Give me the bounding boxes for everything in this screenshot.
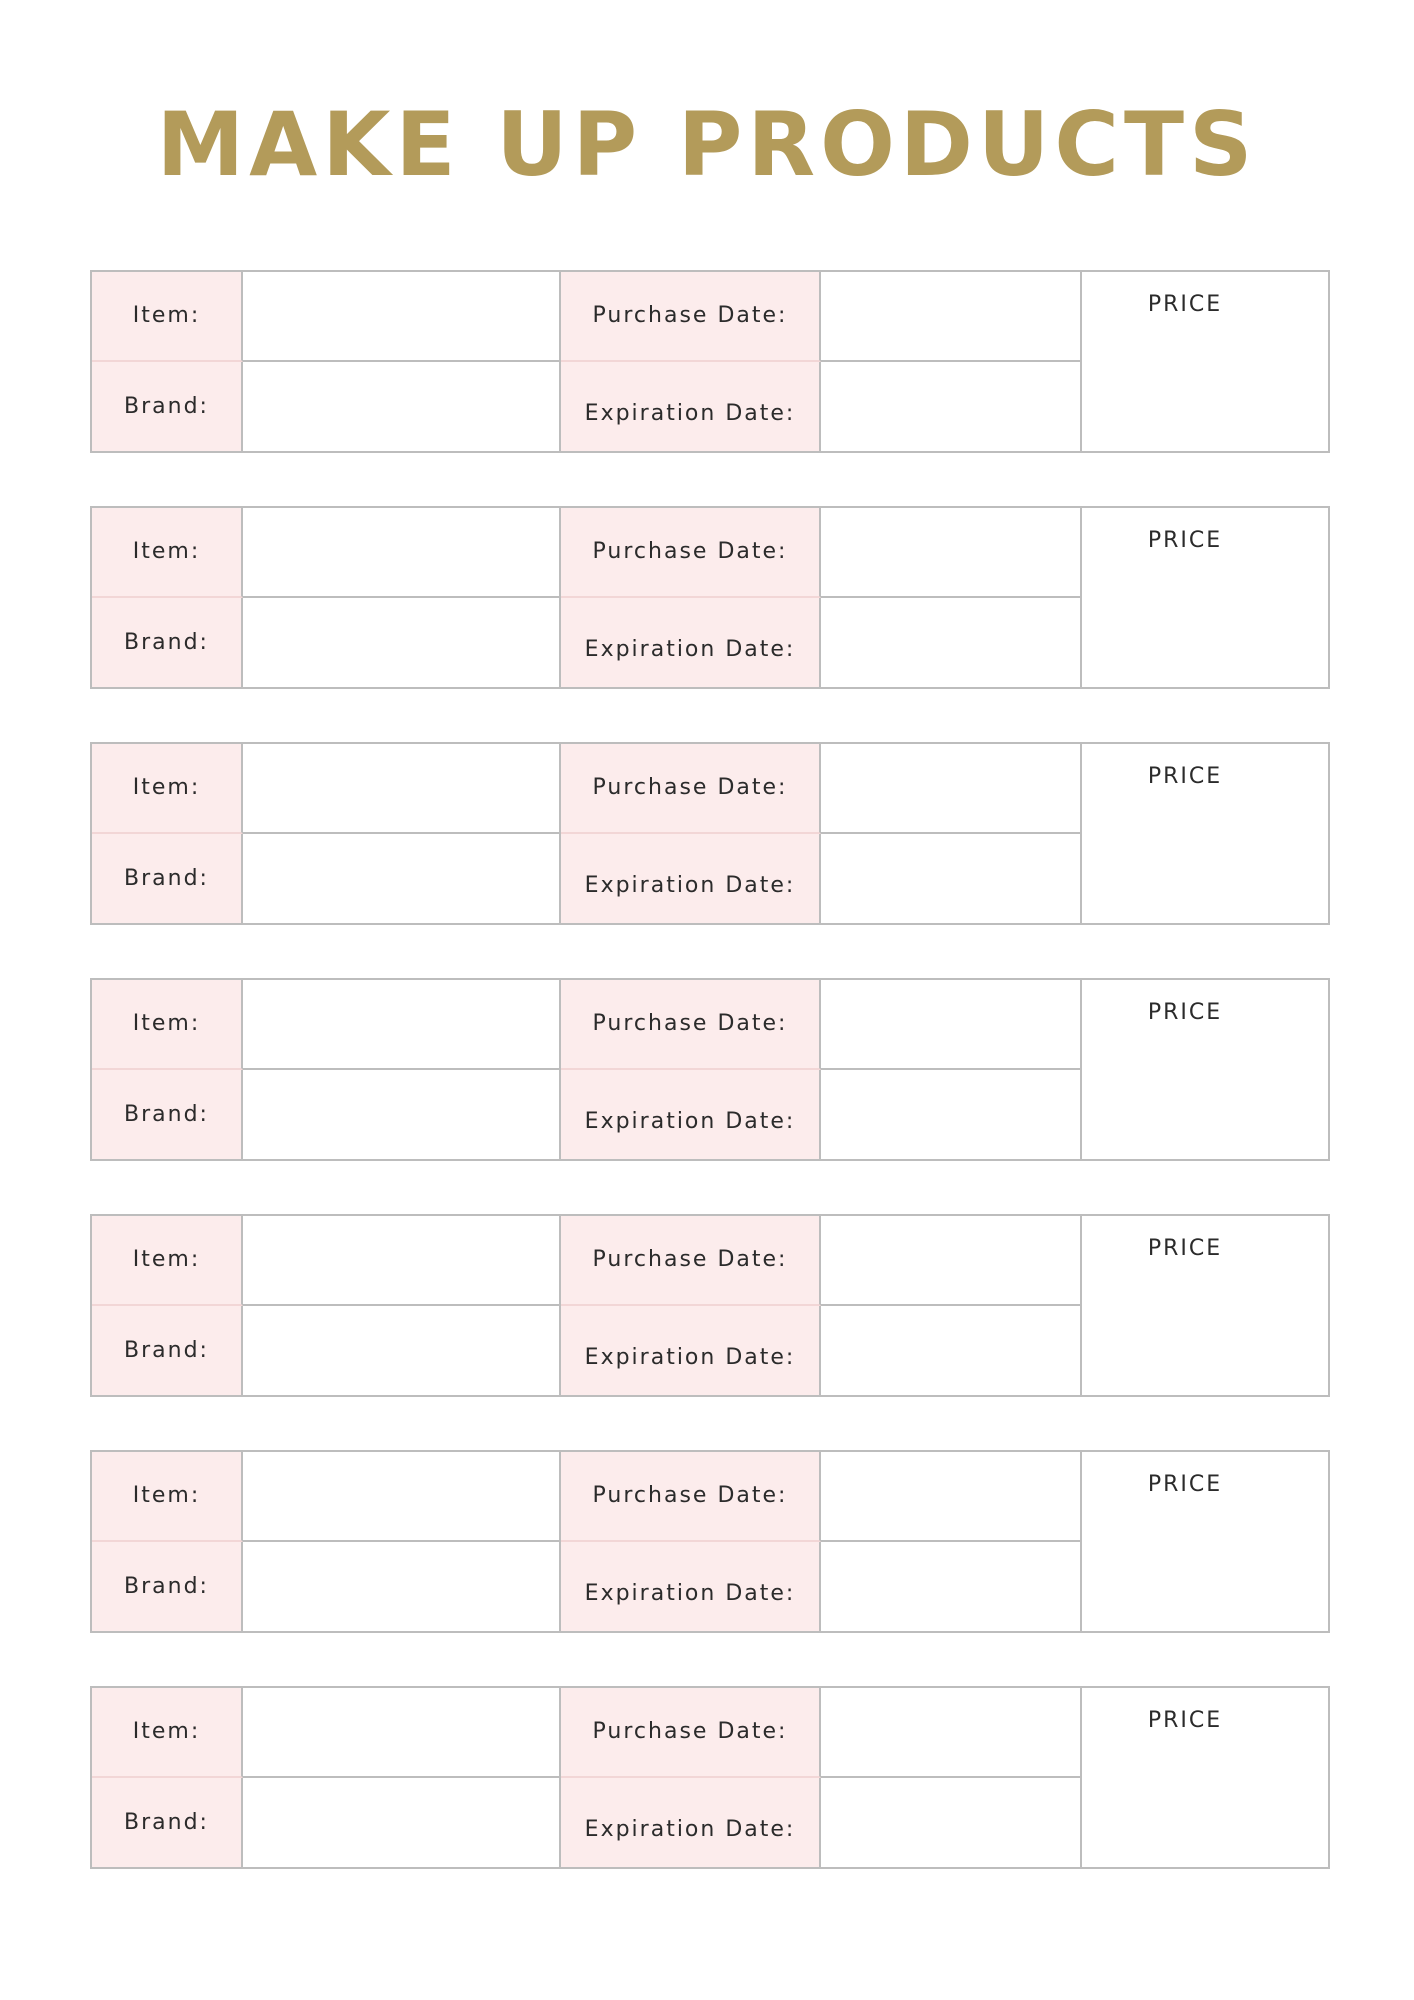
product-card bbox=[90, 1450, 1330, 1633]
expiration-date-label: Expiration Date: bbox=[561, 1306, 821, 1396]
brand-label: Brand: bbox=[92, 1542, 243, 1632]
expiration-date-input[interactable] bbox=[821, 834, 1082, 924]
item-label: Item: bbox=[92, 744, 243, 834]
price-cell[interactable] bbox=[1082, 1216, 1328, 1395]
purchase-date-input[interactable] bbox=[821, 1688, 1082, 1778]
price-label: PRICE bbox=[1147, 528, 1223, 553]
brand-input[interactable] bbox=[243, 834, 561, 924]
price-label: PRICE bbox=[1147, 1236, 1223, 1261]
purchase-date-label: Purchase Date: bbox=[561, 508, 821, 598]
product-list bbox=[90, 270, 1330, 1922]
expiration-date-input[interactable] bbox=[821, 1542, 1082, 1632]
product-card bbox=[90, 1214, 1330, 1397]
price-label: PRICE bbox=[1147, 1472, 1223, 1497]
item-label: Item: bbox=[92, 1688, 243, 1778]
item-input[interactable] bbox=[243, 1452, 561, 1542]
purchase-date-input[interactable] bbox=[821, 272, 1082, 362]
item-input[interactable] bbox=[243, 744, 561, 834]
expiration-date-label: Expiration Date: bbox=[561, 834, 821, 924]
product-card bbox=[90, 270, 1330, 453]
price-cell[interactable] bbox=[1082, 1452, 1328, 1631]
purchase-date-input[interactable] bbox=[821, 1452, 1082, 1542]
purchase-date-input[interactable] bbox=[821, 744, 1082, 834]
expiration-date-label: Expiration Date: bbox=[561, 362, 821, 452]
price-cell[interactable] bbox=[1082, 980, 1328, 1159]
price-label: PRICE bbox=[1147, 292, 1223, 317]
purchase-date-label: Purchase Date: bbox=[561, 980, 821, 1070]
item-input[interactable] bbox=[243, 1688, 561, 1778]
expiration-date-input[interactable] bbox=[821, 362, 1082, 452]
product-card bbox=[90, 1686, 1330, 1869]
expiration-date-label: Expiration Date: bbox=[561, 1070, 821, 1160]
brand-input[interactable] bbox=[243, 598, 561, 688]
purchase-date-label: Purchase Date: bbox=[561, 1452, 821, 1542]
price-cell[interactable] bbox=[1082, 1688, 1328, 1867]
purchase-date-input[interactable] bbox=[821, 1216, 1082, 1306]
expiration-date-input[interactable] bbox=[821, 598, 1082, 688]
expiration-date-label: Expiration Date: bbox=[561, 1542, 821, 1632]
product-card bbox=[90, 978, 1330, 1161]
item-input[interactable] bbox=[243, 980, 561, 1070]
brand-label: Brand: bbox=[92, 1306, 243, 1396]
item-label: Item: bbox=[92, 1452, 243, 1542]
brand-label: Brand: bbox=[92, 1778, 243, 1868]
purchase-date-label: Purchase Date: bbox=[561, 272, 821, 362]
purchase-date-input[interactable] bbox=[821, 508, 1082, 598]
brand-label: Brand: bbox=[92, 362, 243, 452]
purchase-date-label: Purchase Date: bbox=[561, 1688, 821, 1778]
item-label: Item: bbox=[92, 272, 243, 362]
brand-input[interactable] bbox=[243, 362, 561, 452]
purchase-date-input[interactable] bbox=[821, 980, 1082, 1070]
item-input[interactable] bbox=[243, 508, 561, 598]
expiration-date-input[interactable] bbox=[821, 1070, 1082, 1160]
item-label: Item: bbox=[92, 980, 243, 1070]
purchase-date-label: Purchase Date: bbox=[561, 1216, 821, 1306]
item-label: Item: bbox=[92, 1216, 243, 1306]
brand-label: Brand: bbox=[92, 598, 243, 688]
price-cell[interactable] bbox=[1082, 508, 1328, 687]
item-label: Item: bbox=[92, 508, 243, 598]
expiration-date-label: Expiration Date: bbox=[561, 598, 821, 688]
brand-input[interactable] bbox=[243, 1542, 561, 1632]
price-label: PRICE bbox=[1147, 1708, 1223, 1733]
purchase-date-label: Purchase Date: bbox=[561, 744, 821, 834]
brand-input[interactable] bbox=[243, 1070, 561, 1160]
product-card bbox=[90, 506, 1330, 689]
price-label: PRICE bbox=[1147, 1000, 1223, 1025]
item-input[interactable] bbox=[243, 272, 561, 362]
price-cell[interactable] bbox=[1082, 272, 1328, 451]
page-title: MAKE UP PRODUCTS bbox=[156, 93, 1258, 196]
item-input[interactable] bbox=[243, 1216, 561, 1306]
price-cell[interactable] bbox=[1082, 744, 1328, 923]
price-label: PRICE bbox=[1147, 764, 1223, 789]
brand-label: Brand: bbox=[92, 834, 243, 924]
expiration-date-label: Expiration Date: bbox=[561, 1778, 821, 1868]
expiration-date-input[interactable] bbox=[821, 1778, 1082, 1868]
product-card bbox=[90, 742, 1330, 925]
brand-input[interactable] bbox=[243, 1778, 561, 1868]
expiration-date-input[interactable] bbox=[821, 1306, 1082, 1396]
brand-label: Brand: bbox=[92, 1070, 243, 1160]
brand-input[interactable] bbox=[243, 1306, 561, 1396]
